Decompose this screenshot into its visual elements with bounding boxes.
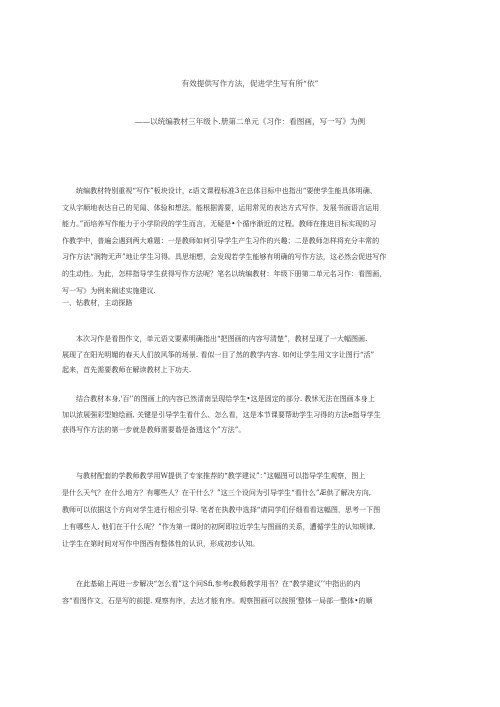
section-heading: [62, 295, 442, 312]
paragraph-line: 获得写作方法的第一步就是教师需要谐是备透这个”方法”。: [62, 425, 246, 435]
paragraph-line: 本次习作是看图作文，单元语文要素明确指出“把图画的内容写清楚”，教材呈现了一大幅图画.: [76, 334, 368, 343]
paragraph-line: 在此基础上再进一步解决“怎么看”这个问Sfi,参考ε教师教学用书？在“教学建议’’中指出的内: [76, 579, 361, 588]
paragraph-line: 起来，首先需要教师在解读教材上下功夫.: [62, 365, 192, 375]
paragraph-line: 文从字顺地表达自己的见闻、体验和想法。能根据需要，运用常见的表达方式写作，发展书面语言运用: [62, 202, 380, 212]
paragraph-line: 写一写》为例来阐述实施建议.: [62, 285, 156, 295]
paragraph-line: 习作方法“润物无声”地让学生习得。具思细想，会发现若学生能够有明确的写作方法，这必然会促进写作: [62, 252, 387, 262]
paragraph-line: 教师可以依据这个方向对学生进行相应引导. 笔者在执教中选择“请同学们仔细看看这幅图，思考一下图: [62, 505, 381, 514]
paragraph-line: 能力。”而培养写作能力于小学阶段的学生而言，无疑是•个循序渐近的过程。教师在推进目标实现的习: [62, 219, 377, 229]
paragraph-line: 的生动性。为此，怎样指导学生获得写作方法呢？笔名以统编教材：年级下册第二单元名习作：看图画，: [62, 268, 387, 278]
intro-paragraph: [62, 183, 442, 299]
paragraph-line: 上有哪些人, 他们在干什么呢？”作为第一课时的初阿即拉近学生与图画的关系，遭循学生的认知规律,: [62, 522, 376, 531]
body-paragraph: [62, 391, 442, 438]
paragraph-line: 统编教材特别重视“写作”板块设计，ε语文课程标准3在总体目标中也指出“要使学生能具体明确、: [76, 186, 377, 195]
paragraph-line: 作教学中，普遍会遇到两大难题：一是教师如何引导学生产生习作的兴趣；二是教师怎样将充分丰常的: [62, 235, 380, 245]
section-heading-text: 一、钻教材，主动探路: [62, 298, 133, 307]
document-subtitle: ——以统编教材三年级卜.册第二单元《习作：看图画，写一写》为例: [134, 117, 366, 126]
paragraph-line: 与教材配套的学教师教学用W提供了专家推荐的“教学建议”：”这幅图可以指导学生观察，图上: [76, 471, 366, 480]
paragraph-line: 是什么天气？在什么地方？有哪些人？在干什么？”这三个设问为引导学生“看什么”Æ供了解决方向,: [62, 488, 372, 497]
body-paragraph: [62, 575, 442, 609]
paragraph-line: 容“看图作文，石是写的前提. 观察有序，去达才能有序。观察图画可以按照‘整体一局部一整体•的顺: [62, 596, 373, 605]
paragraph-line: 结合教材本身,'百'’的图画上的内容已然清南呈现给学生•这是固定的部分. 教怵无法在图画本身上: [76, 394, 375, 403]
paragraph-line: 展现了在阳光明媚的春天人们放风筝的场景. 看似一目了然的教学内容. 如何让学生用文字让图行“活”: [62, 349, 375, 359]
document-title: 有效提供写作方法，促进学生写有所“依”: [181, 79, 319, 88]
body-paragraph: [62, 331, 442, 378]
paragraph-line: 让学生在第时间对写作中图西有整体性的认识，形成初步认知。: [62, 539, 260, 548]
paragraph-line: 加以浓展强彩型她绘画, 关键是引导学生看什么、怎么看，这是本节课要帮助学生习得的方法e指导学生: [62, 409, 381, 419]
body-paragraph: [62, 467, 442, 552]
